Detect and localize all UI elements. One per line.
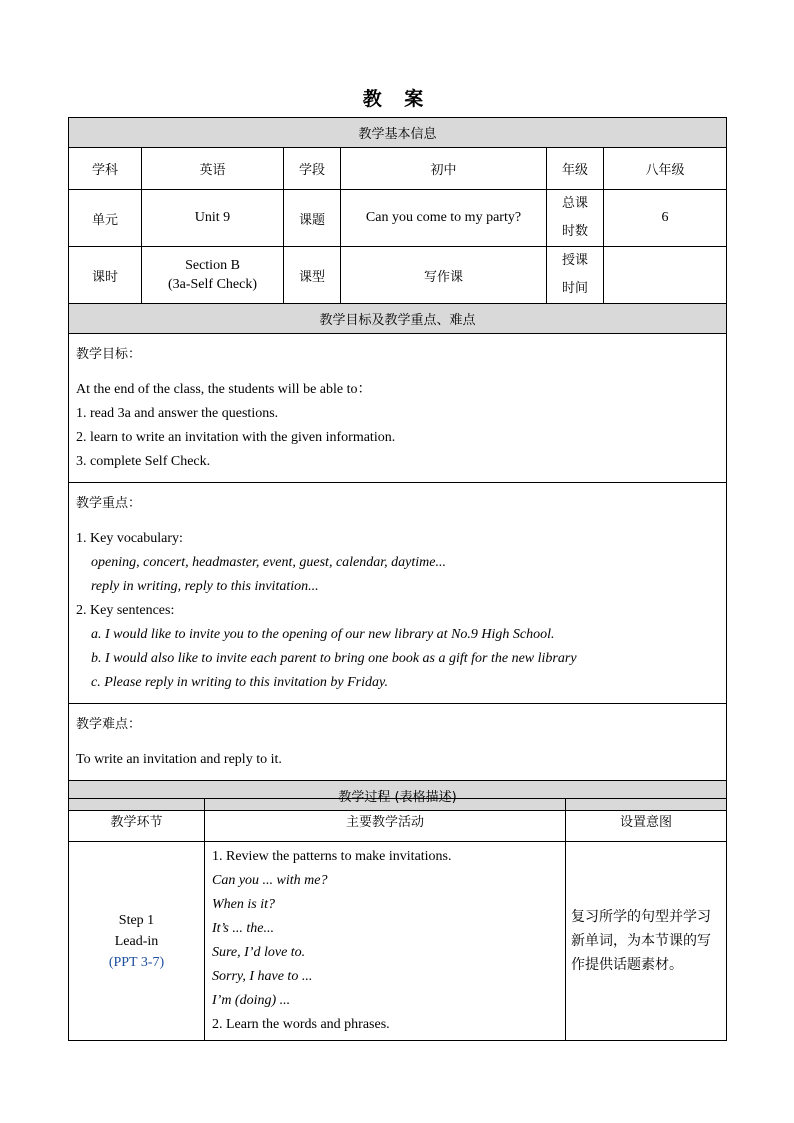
step-name: Lead-in: [114, 933, 159, 949]
stage-label: 学段: [284, 148, 341, 190]
activity-line: It’s ... the...: [212, 921, 274, 936]
document-title: 教 案: [362, 88, 432, 110]
total-hours-value: 6: [604, 190, 727, 247]
col-intent-header: 设置意图: [566, 799, 727, 842]
activity-line: I’m (doing) ...: [212, 993, 291, 1008]
period-value-line1: Section B: [185, 258, 240, 273]
intent-cell: 复习所学的句型并学习新单词，为本节课的写作提供话题素材。: [566, 842, 727, 1041]
activity-line: When is it?: [212, 897, 275, 912]
class-time-value: [604, 247, 727, 304]
class-time-label-line1: 授课: [561, 253, 588, 268]
total-hours-label: [547, 190, 604, 247]
goals-header: 教学目标及教学重点、难点: [69, 304, 727, 334]
total-hours-label-line2: 时数: [561, 224, 588, 239]
objectives-intro: At the end of the class, the students will be able to：: [76, 382, 372, 397]
class-time-label-line2: 时间: [561, 281, 588, 296]
activity-line: Sure, I’d love to.: [212, 945, 306, 960]
period-value-line2: (3a-Self Check): [167, 277, 258, 292]
objectives-label: 教学目标：: [76, 347, 142, 362]
step-number: Step 1: [118, 912, 155, 928]
key-sentence: b. I would also like to invite each parent to bring one book as a gift for the new library: [91, 651, 577, 666]
key-vocab-line: reply in writing, reply to this invitation...: [91, 579, 319, 594]
subject-value: 英语: [142, 148, 284, 190]
col-activity-header: 主要教学活动: [205, 799, 566, 842]
objective-item: 1. read 3a and answer the questions.: [76, 406, 279, 421]
activity-line: Can you ... with me?: [212, 873, 328, 888]
difficulty-text: To write an invitation and reply to it.: [76, 752, 282, 767]
stage-cell: [69, 842, 205, 1041]
type-value: 写作课: [341, 247, 547, 304]
objectives-block: [69, 334, 727, 483]
objective-item: 2. learn to write an invitation with the given information.: [76, 430, 396, 445]
key-vocab-label: 1. Key vocabulary:: [76, 531, 183, 546]
key-vocab-line: opening, concert, headmaster, event, guest, calendar, daytime...: [91, 555, 446, 570]
process-table: [68, 798, 727, 1041]
key-sentence: c. Please reply in writing to this invitation by Friday.: [91, 675, 388, 690]
activity-line: 1. Review the patterns to make invitations.: [212, 849, 452, 864]
activity-cell: [205, 842, 566, 1041]
key-sentence: a. I would like to invite you to the opening of our new library at No.9 High School.: [91, 627, 555, 642]
key-sentences-label: 2. Key sentences:: [76, 603, 175, 618]
activity-line: 2. Learn the words and phrases.: [212, 1017, 390, 1032]
grade-value: 八年级: [604, 148, 727, 190]
key-points-label: 教学重点：: [76, 496, 142, 511]
process-header: 教学过程 (表格描述): [69, 781, 727, 811]
subject-label: 学科: [69, 148, 142, 190]
unit-value: Unit 9: [142, 190, 284, 247]
col-stage-header: 教学环节: [69, 799, 205, 842]
key-points-block: [69, 483, 727, 704]
type-label: 课型: [284, 247, 341, 304]
unit-label: 单元: [69, 190, 142, 247]
stage-value: 初中: [341, 148, 547, 190]
step-ppt-ref: (PPT 3-7): [108, 954, 165, 970]
class-time-label: [547, 247, 604, 304]
objective-item: 3. complete Self Check.: [76, 454, 211, 469]
period-label: 课时: [69, 247, 142, 304]
topic-label: 课题: [284, 190, 341, 247]
activity-line: Sorry, I have to ...: [212, 969, 313, 984]
grade-label: 年级: [547, 148, 604, 190]
lesson-plan-table: [68, 117, 727, 811]
period-value: [142, 247, 284, 304]
total-hours-label-line1: 总课: [561, 196, 588, 211]
table-row: [69, 842, 727, 1041]
difficulty-block: [69, 704, 727, 781]
topic-value: Can you come to my party?: [341, 190, 547, 247]
basic-info-header: 教学基本信息: [69, 118, 727, 148]
difficulty-label: 教学难点：: [76, 717, 142, 732]
